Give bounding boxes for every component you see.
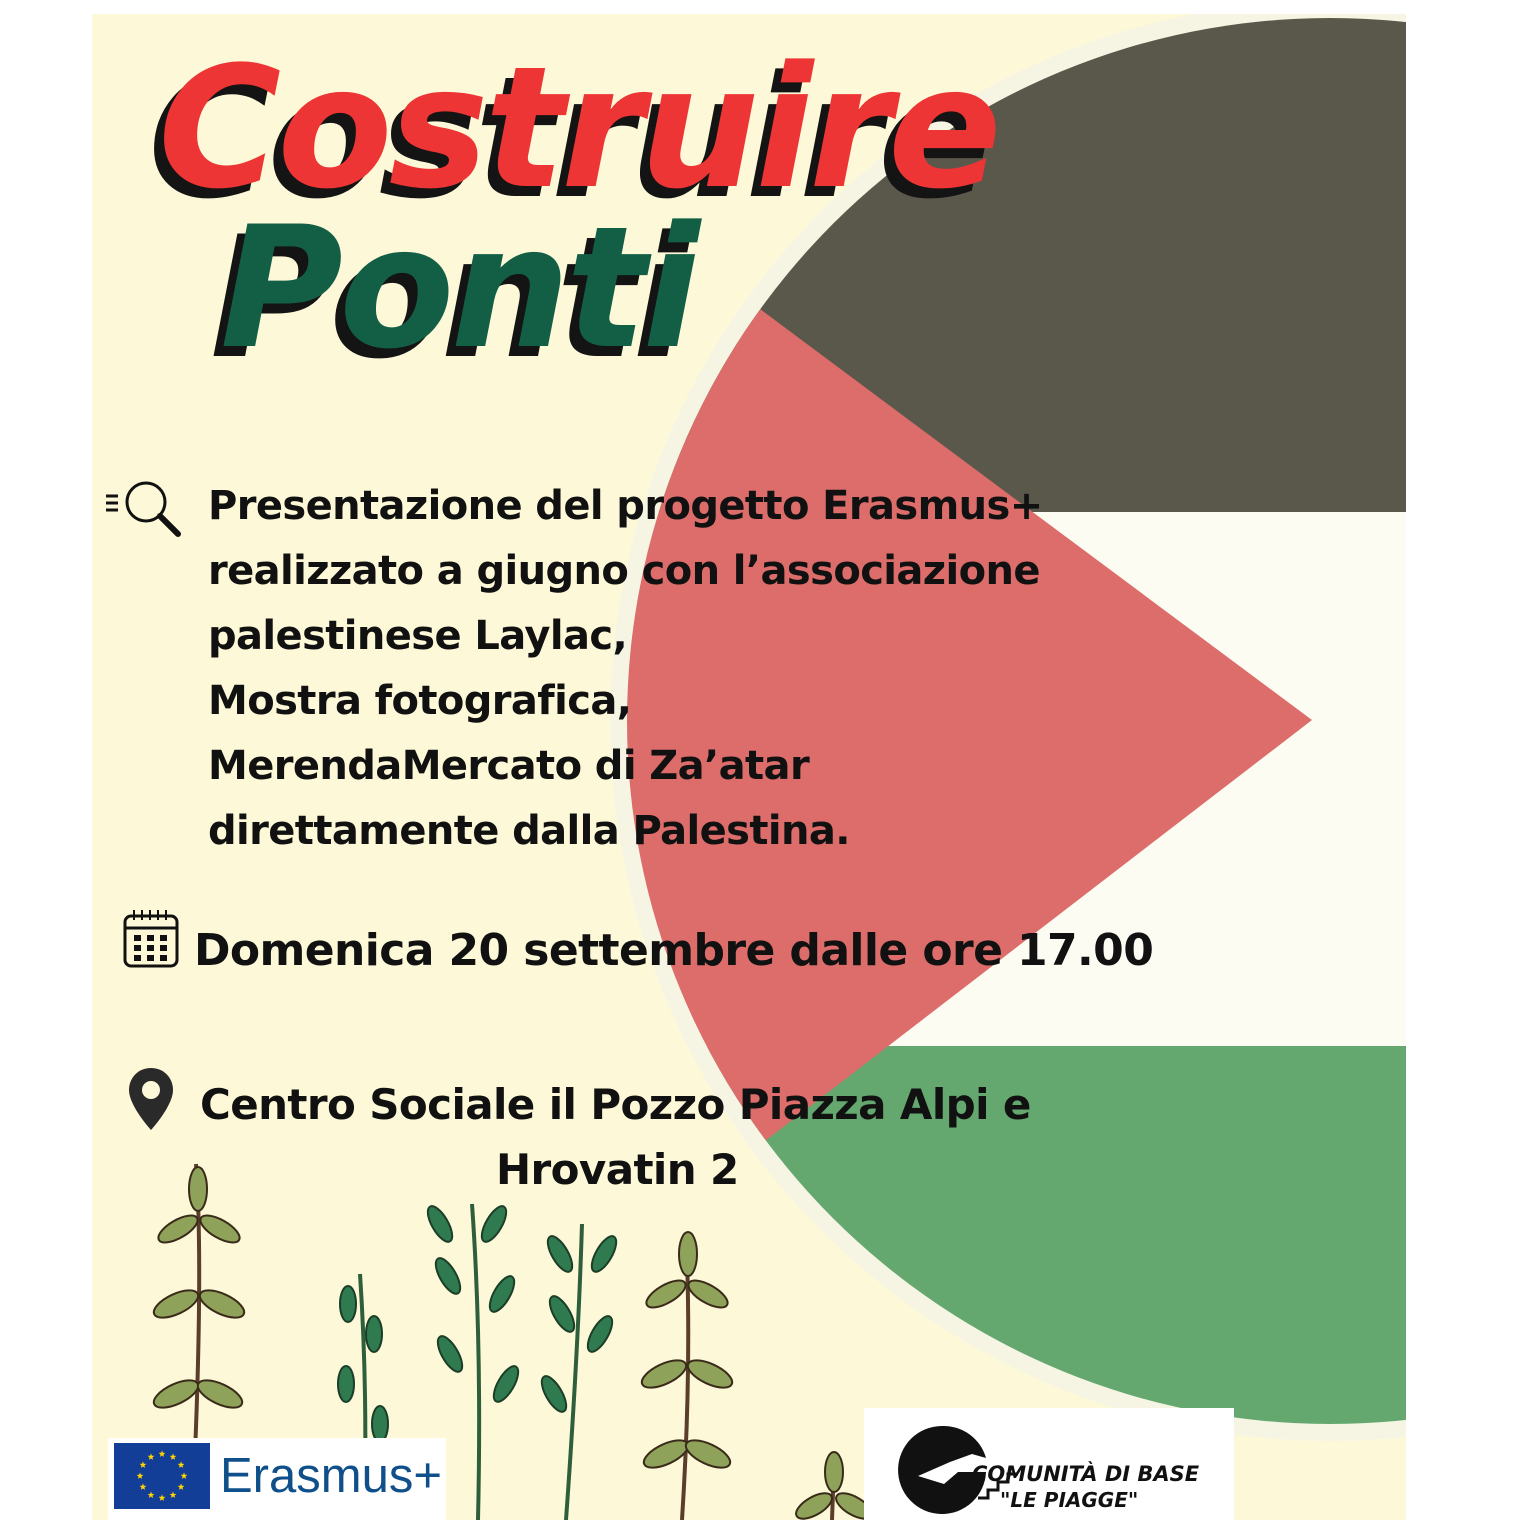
erasmus-plus-text: Erasmus+ bbox=[220, 1449, 442, 1503]
search-list-icon bbox=[104, 474, 186, 542]
title-line-2: Ponti bbox=[220, 190, 697, 386]
location-line-1: Centro Sociale il Pozzo Piazza Alpi e bbox=[200, 1080, 1031, 1129]
calendar-icon bbox=[122, 908, 180, 970]
erasmus-plus-logo bbox=[108, 1438, 446, 1520]
event-description bbox=[208, 474, 1128, 864]
description-line-2: realizzato a giugno con l’associazione bbox=[208, 548, 1040, 594]
thyme-plant-4 bbox=[537, 1224, 621, 1520]
map-pin-icon bbox=[126, 1066, 176, 1132]
event-poster bbox=[92, 14, 1406, 1520]
event-location bbox=[200, 1072, 1031, 1202]
description-line-1: Presentazione del progetto Erasmus+ bbox=[208, 483, 1043, 529]
description-line-3: palestinese Laylac, bbox=[208, 613, 628, 659]
thyme-plant-5 bbox=[638, 1232, 736, 1520]
community-name-line-2: "LE PIAGGE" bbox=[1000, 1488, 1139, 1512]
description-line-6: direttamente dalla Palestina. bbox=[208, 808, 850, 854]
description-line-5: MerendaMercato di Za’atar bbox=[208, 743, 810, 789]
eu-flag-icon bbox=[114, 1443, 210, 1509]
community-name-line-1: COMUNITÀ DI BASE bbox=[972, 1462, 1200, 1486]
comunita-di-base-logo bbox=[864, 1408, 1234, 1520]
event-date: Domenica 20 settembre dalle ore 17.00 bbox=[194, 925, 1154, 976]
title-line-1: Costruire bbox=[158, 30, 998, 226]
description-line-4: Mostra fotografica, bbox=[208, 678, 632, 724]
location-line-2: Hrovatin 2 bbox=[496, 1145, 739, 1194]
